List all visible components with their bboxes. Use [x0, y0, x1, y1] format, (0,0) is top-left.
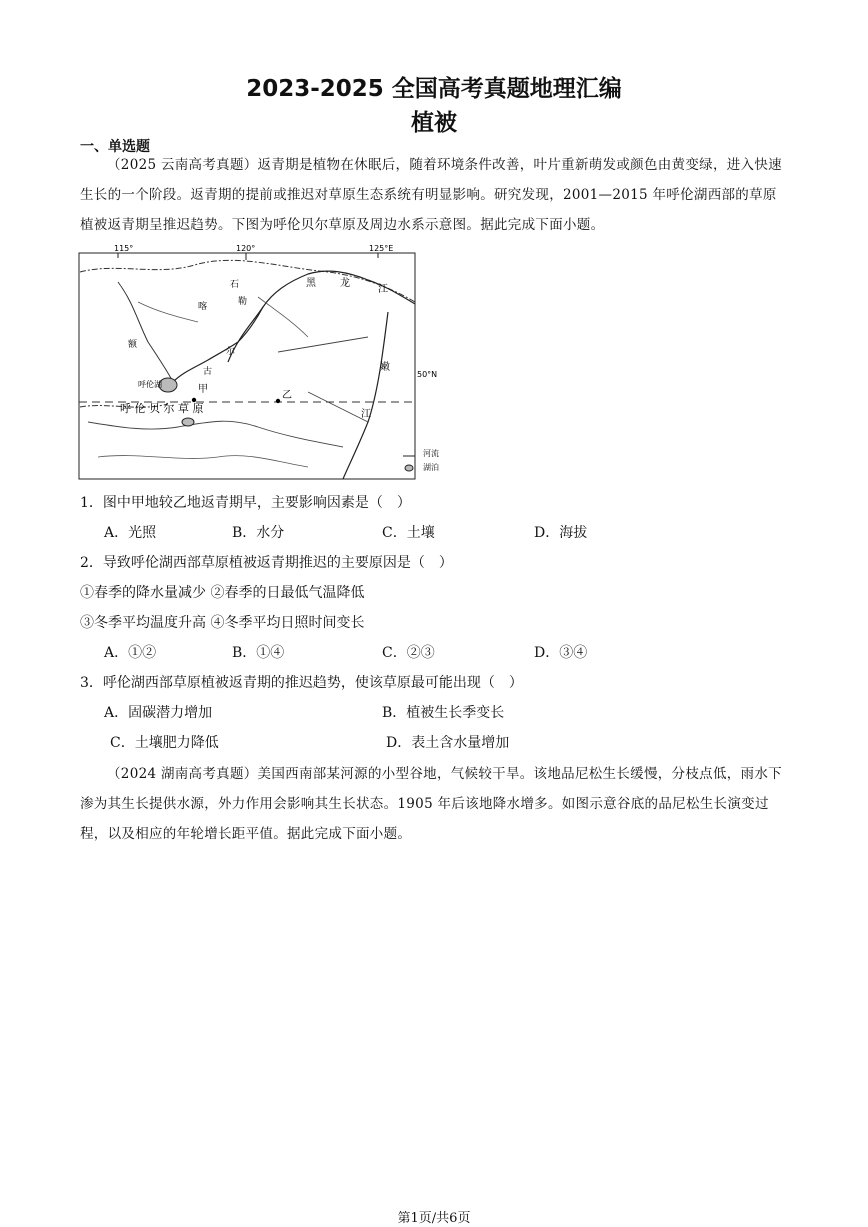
label-hei: 黑: [306, 278, 316, 289]
region-label: 呼 伦 贝 尔 草 原: [120, 402, 204, 415]
lon-label-115: 115°: [114, 244, 134, 253]
river-tributary-4: [258, 297, 308, 337]
legend-lake-symbol: [405, 465, 413, 471]
map-frame: [79, 253, 415, 479]
question-2-stem: 2．导致呼伦湖西部草原植被返青期推迟的主要原因是（ ）: [80, 555, 453, 571]
question-3-stem: 3．呼伦湖西部草原植被返青期的推迟趋势，使该草原最可能出现（ ）: [80, 675, 523, 691]
legend-river-label: 河流: [423, 449, 439, 458]
question-2-option-b[interactable]: B．①④: [232, 645, 285, 661]
river-shilka: [118, 282, 173, 382]
label-jiang: 江: [378, 284, 388, 295]
question-1-option-a[interactable]: A．光照: [104, 525, 157, 541]
question-1-option-c[interactable]: C．土壤: [382, 525, 435, 541]
question-1-option-b[interactable]: B．水分: [232, 525, 285, 541]
label-le: 勒: [238, 297, 248, 307]
question-2-items-line-1: ①春季的降水量减少 ②春季的日最低气温降低: [80, 585, 365, 601]
lat-label-50: 50°N: [417, 370, 438, 379]
lake-buir: [182, 418, 194, 426]
label-er: 尔: [226, 347, 236, 357]
label-long: 龙: [340, 278, 350, 289]
river-southern: [88, 421, 343, 447]
border-north: [80, 260, 415, 302]
hulunbuir-map: [78, 242, 439, 482]
document-title: 2023-2025 全国高考真题地理汇编: [246, 76, 622, 102]
question-3-option-c[interactable]: C．土壤肥力降低: [110, 735, 219, 751]
question-3-option-a[interactable]: A．固碳潜力增加: [104, 705, 213, 721]
river-erguna: [173, 307, 263, 382]
river-tributary-3: [138, 302, 198, 322]
document-subtitle: 植被: [411, 110, 457, 136]
label-ka: 喀: [198, 302, 208, 312]
label-gu: 古: [203, 367, 213, 377]
point-jia-marker: [192, 398, 196, 402]
question-2-option-d[interactable]: D．③④: [534, 645, 588, 661]
lake-hulun-label: 呼伦湖: [138, 380, 162, 389]
lon-label-125: 125°E: [369, 244, 394, 253]
question-1-option-d[interactable]: D．海拔: [534, 525, 588, 541]
section-heading: 一、单选题: [80, 139, 150, 155]
question-2-option-c[interactable]: C．②③: [382, 645, 435, 661]
label-e: 额: [128, 340, 138, 350]
point-yi-marker: [276, 399, 280, 403]
question-3-option-d[interactable]: D．表土含水量增加: [386, 735, 510, 751]
question-2-items-line-2: ③冬季平均温度升高 ④冬季平均日照时间变长: [80, 615, 365, 631]
intro-paragraph-1: （2025 云南高考真题）返青期是植物在休眠后，随着环境条件改善，叶片重新萌发或颜色由黄变绿，进入快速生长的一个阶段。返青期的提前或推迟对草原生态系统有明显影响。研究发现，2001—2015 年呼伦湖西部的草原植被返青期呈推迟趋势。下图为呼伦贝尔草原及周边水系示意图。据此完成下面小题。: [80, 157, 782, 233]
page-footer: 第1页/共6页: [397, 1211, 471, 1226]
point-jia-label: 甲: [198, 384, 208, 395]
label-nen-jiang: 江: [361, 409, 371, 420]
river-south-2: [98, 456, 308, 467]
question-2-option-a[interactable]: A．①②: [104, 645, 157, 661]
lon-label-120: 120°: [236, 244, 256, 253]
river-tributary-1: [278, 337, 368, 352]
point-yi-label: 乙: [282, 390, 292, 401]
label-nen: 嫩: [380, 362, 390, 373]
question-1-stem: 1．图中甲地较乙地返青期早，主要影响因素是（ ）: [80, 495, 411, 511]
label-shi: 石: [230, 280, 240, 290]
river-tributary-2: [308, 392, 368, 422]
intro-paragraph-2: （2024 湖南高考真题）美国西南部某河源的小型谷地，气候较干旱。该地品尼松生长缓慢，分枝点低，雨水下渗为其生长提供水源，外力作用会影响其生长状态。1905 年后该地降水增多。如图示意谷底的品尼松生长演变过程，以及相应的年轮增长距平值。据此完成下面小题。: [80, 766, 782, 842]
question-3-option-b[interactable]: B．植被生长季变长: [382, 705, 505, 721]
legend-lake-label: 湖泊: [423, 463, 439, 472]
